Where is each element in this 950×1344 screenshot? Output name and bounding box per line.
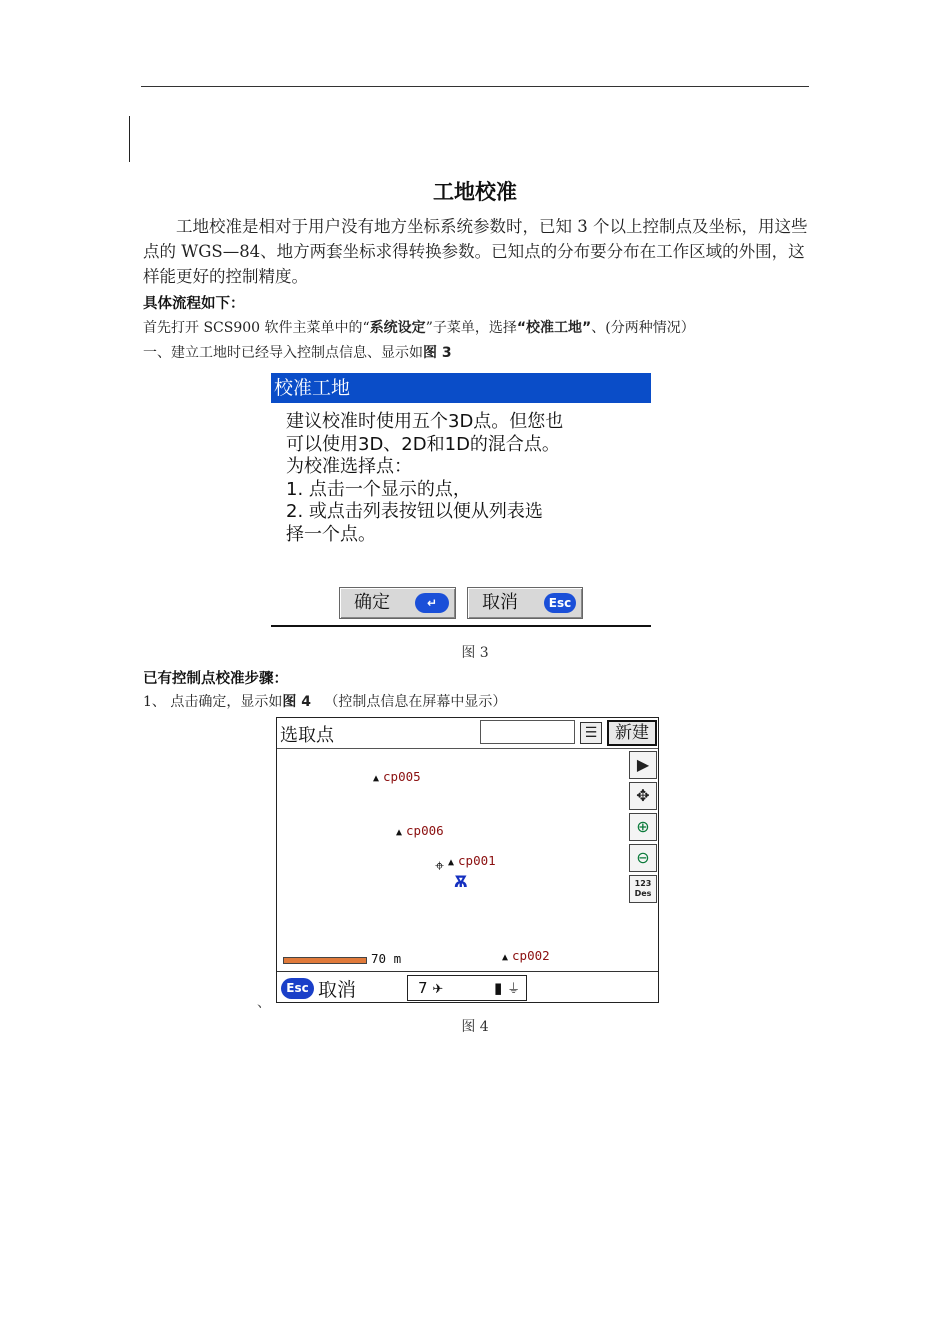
case-text: 一、建立工地时已经导入控制点信息、显示如 [143,345,423,361]
step-line [143,317,695,337]
stray-punctuation: 、 [257,995,271,1011]
esc-key-icon[interactable]: Esc [281,978,314,999]
rover-tripod-icon: Ѫ [454,872,468,891]
pan-icon[interactable]: ✥ [629,782,657,810]
existing-heading: 已有控制点校准步骤： [143,671,288,687]
header-rule [141,86,809,87]
satellite-icon: ✈ [432,982,444,997]
step1-pre: 1、 点击确定，显示如 [143,694,283,710]
figure-3-caption: 图 3 [461,645,489,661]
select-point-header [277,718,658,749]
map-point[interactable]: ▲ cp006 [396,823,444,838]
figure-3-dialog [271,373,651,628]
text-cursor [129,116,130,162]
page-title: 工地校准 [433,180,517,204]
list-icon[interactable]: ☰ [580,722,602,744]
step-menu: 系统设定 [369,320,426,336]
triangle-icon: ▲ [448,857,455,868]
footer-cancel-label[interactable]: 取消 [318,979,357,1001]
map-point[interactable]: ▲ cp005 [373,769,421,784]
scale-label: 70 m [371,951,402,966]
process-heading: 具体流程如下： [143,296,245,312]
intro-paragraph: 工地校准是相对于用户没有地方坐标系统参数时，已知 3 个以上控制点及坐标，用这些点的 WGS—84、地方两套坐标求得转换参数。已知点的分布要分布在工作区域的外围，这样能更好的控制精度。 [143,217,808,286]
satellite-count: 7 [418,979,428,997]
step-pre: 首先打开 SCS900 软件主菜单中的“ [143,320,370,336]
crosshair-icon: ⌖ [435,856,445,875]
screen-title: 选取点 [280,725,334,746]
zoom-in-icon[interactable]: ⊕ [629,813,657,841]
case-ref: 图 3 [423,345,452,361]
confirm-label: 确定 [354,592,390,613]
dialog-title-bar: 校准工地 [271,373,651,403]
battery-icon: ▮ [494,979,503,997]
enter-key-icon: ↵ [415,593,449,613]
step-item: “校准工地” [516,320,592,336]
cancel-button[interactable] [467,587,583,619]
esc-key-icon: Esc [544,593,576,613]
confirm-button[interactable] [339,587,456,619]
dialog-message: 建议校准时使用五个3D点。但您也 可以使用3D、2D和1D的混合点。 为校准选择点： 1. 点击一个显示的点， 2. 或点击列表按钮以便从列表选 择一个点。 [286,411,564,545]
step1-line [143,691,506,711]
triangle-icon: ▲ [396,827,403,838]
scale-bar [283,957,367,964]
step1-ref: 图 4 [282,694,311,710]
triangle-icon: ▲ [373,773,380,784]
select-point-footer [277,971,658,1003]
point-search-input[interactable] [480,720,575,744]
zoom-out-icon[interactable]: ⊖ [629,844,657,872]
figure-4-select-point [276,717,659,1003]
map-point[interactable]: ▲ cp001 [448,853,496,868]
new-point-button[interactable]: 新建 [607,720,657,746]
cancel-label: 取消 [482,592,518,613]
triangle-icon: ▲ [502,952,509,963]
map-point[interactable]: ▲ cp002 [502,948,550,963]
case-line [143,342,452,362]
play-icon[interactable]: ▶ [629,751,657,779]
step1-post: （控制点信息在屏幕中显示） [310,694,507,710]
step-mid: ”子菜单，选择 [425,320,517,336]
status-box [407,975,527,1001]
figure-4-caption: 图 4 [461,1019,489,1035]
dialog-bottom-rule [271,625,651,627]
power-plug-icon: ⏚ [507,982,521,997]
123-des-icon[interactable]: 123 Des [629,875,657,903]
step-post: 、(分两种情况） [591,320,695,336]
